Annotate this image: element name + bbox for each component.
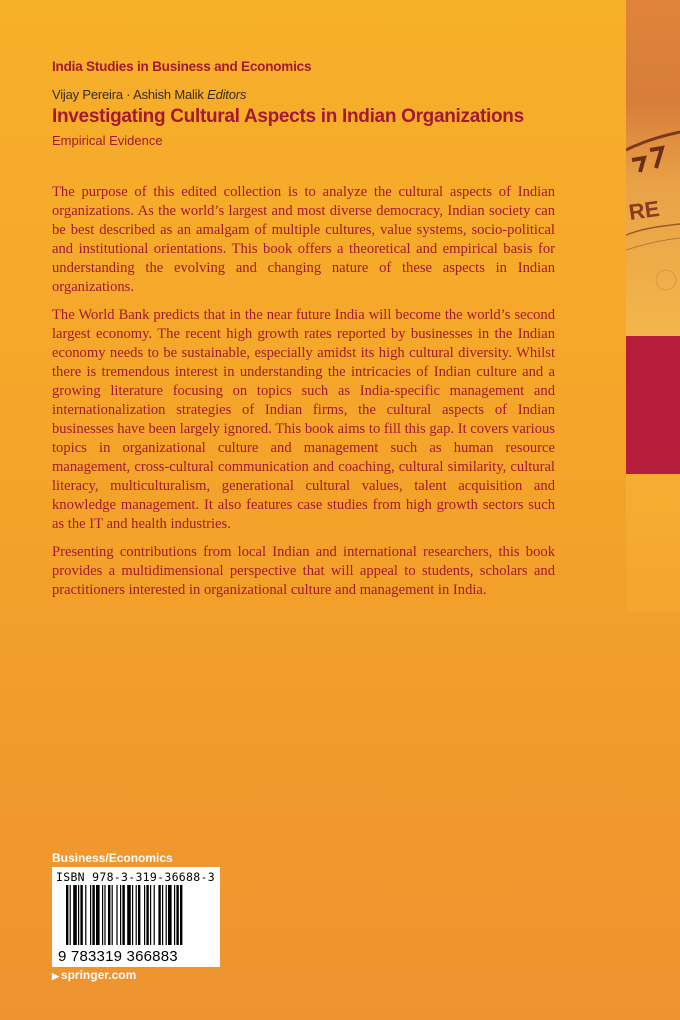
website-link[interactable]: springer.com — [60, 968, 137, 982]
red-band — [626, 336, 680, 474]
editors-line — [52, 87, 246, 102]
barcode-icon — [52, 885, 220, 947]
book-title: Investigating Cultural Aspects in Indian Organizations — [52, 106, 524, 127]
description-paragraph: The purpose of this edited collection is to analyze the cultural aspects of Indian organizations. As the world’s largest and most diverse democracy, Indian society can be best described as an amalgam of multiple cultures, value systems, socio-political and institutional orientations. This book offers a theoretical and empirical basis for understanding the evolving and changing nature of these aspects in Indian organizations. — [52, 184, 555, 295]
description-paragraph: The World Bank predicts that in the near future India will become the world’s second largest economy. The recent high growth rates reported by businesses in the Indian economy needs to be sustainable, especially amidst its high cultural diversity. Whilst there is tremendous interest in understanding the intricacies of Indian culture and a growing literature focusing on topics such as India-specific management and internationalization strategies of Indian firms, the cultural aspects of Indian businesses have been largely ignored. This book aims to fill this gap. It covers various topics in organizational culture and management such as human resource management, cross-cultural communication and coaching, cultural similarity, cultural literacy, multiculturalism, generational cultural values, talent acquisition and knowledge management. It also features case studies from high growth sectors such as the IT and health industries. — [52, 307, 555, 532]
subject-category: Business/Economics — [52, 851, 173, 865]
editor-names: Vijay Pereira · Ashish Malik — [52, 87, 204, 102]
svg-text:RE: RE — [627, 195, 661, 225]
orange-band — [626, 474, 680, 612]
book-subtitle: Empirical Evidence — [52, 133, 163, 148]
cover-art-strip — [626, 0, 680, 612]
arrow-right-icon: ▶ — [52, 971, 59, 981]
barcode-number: 9 783319 366883 — [58, 948, 178, 965]
series-title: India Studies in Business and Economics — [52, 59, 312, 74]
publisher-website[interactable] — [52, 968, 136, 982]
isbn-barcode — [52, 867, 220, 967]
book-description — [52, 183, 555, 609]
description-paragraph: Presenting contributions from local Indian and international researchers, this book provides a multidimensional perspective that will appeal to students, scholars and practitioners interested in organizational culture and management in India. — [52, 544, 555, 598]
cover-art-image — [626, 0, 680, 336]
editor-role: Editors — [207, 87, 247, 102]
banknote-art-icon — [626, 0, 680, 336]
isbn-label: ISBN 978-3-319-36688-3 — [56, 870, 215, 884]
